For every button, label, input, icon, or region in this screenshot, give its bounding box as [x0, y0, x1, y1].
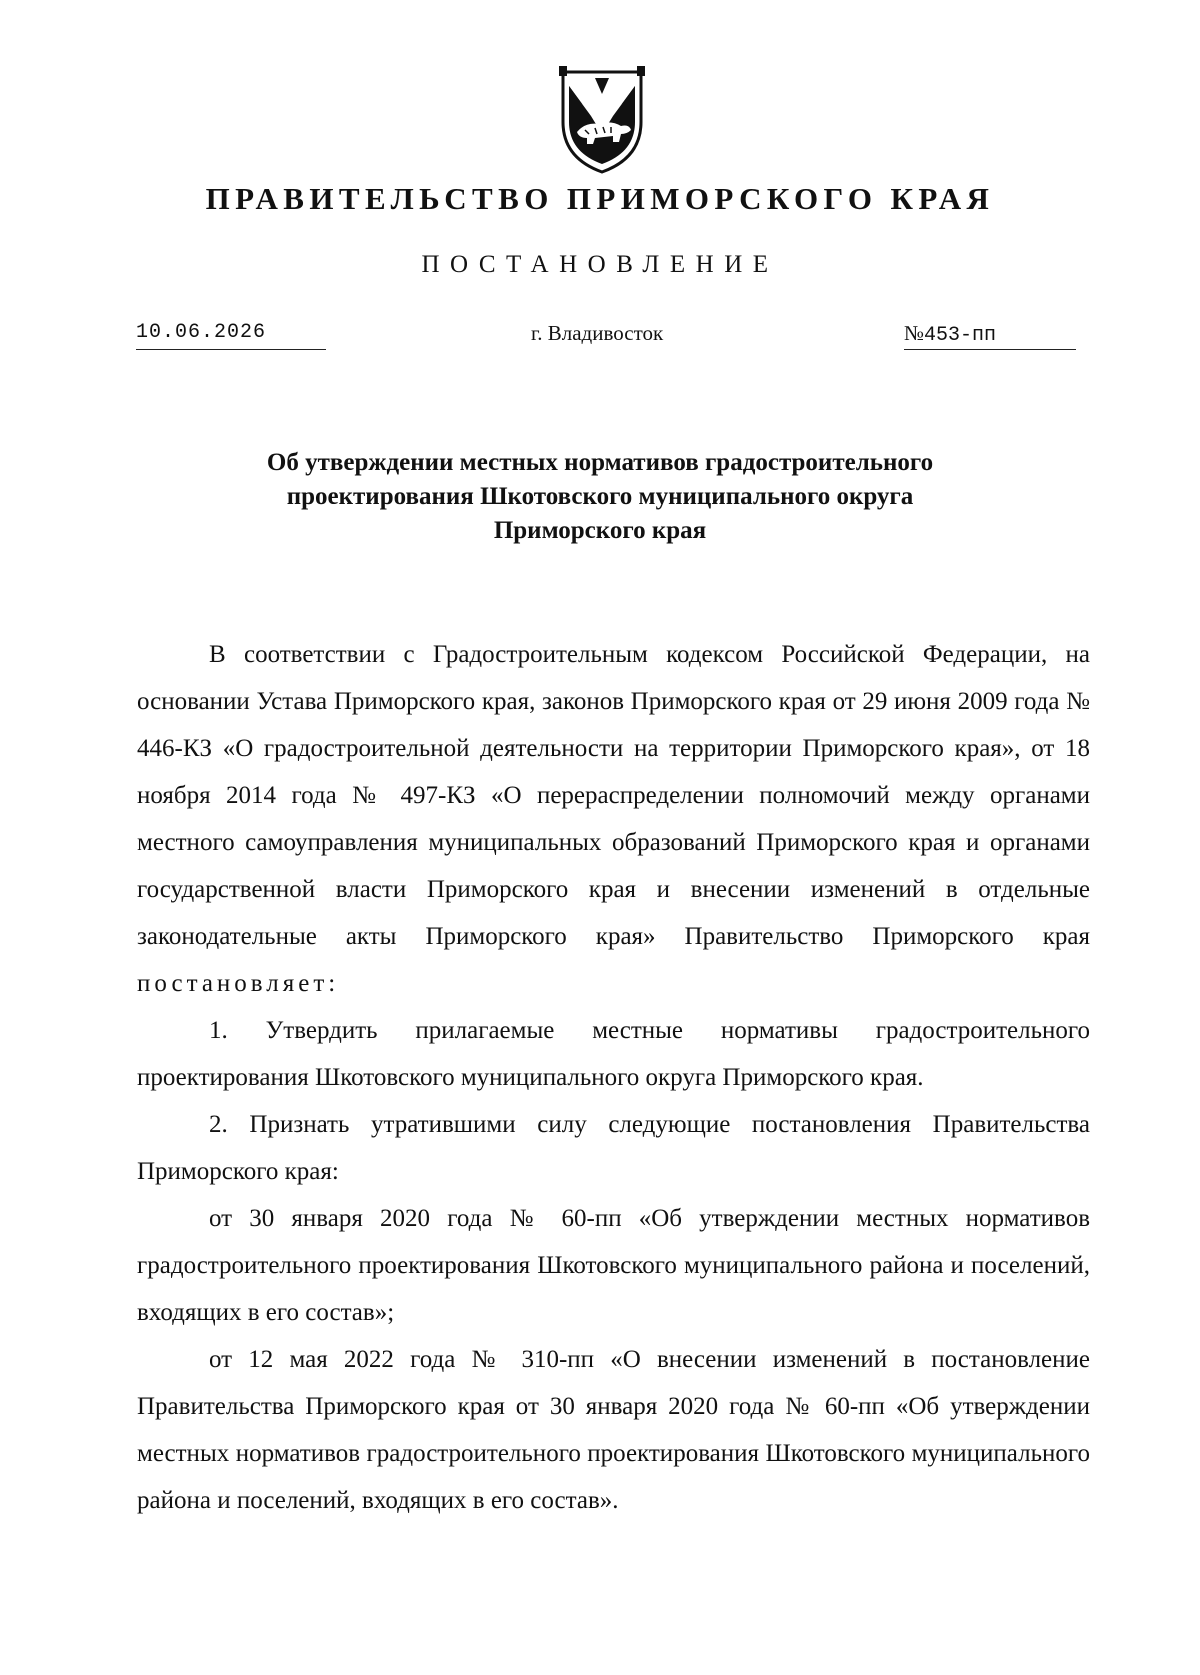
document-body — [137, 631, 1090, 1524]
subject-line: Об утверждении местных нормативов градостроительного — [266, 449, 934, 476]
subject-line: проектирования Шкотовского муниципального округа — [286, 483, 914, 510]
item-2: 2. Признать утратившими силу следующие постановления Правительства Приморского края: — [137, 1111, 1090, 1185]
document-subject — [150, 446, 1050, 548]
resolves-word: постановляет: — [137, 970, 340, 997]
preamble-text: В соответствии с Градостроительным кодексом Российской Федерации, на основании Устава Приморского края, законов Приморского края от 29 июня 2009 года № 446-КЗ «О градостроительной деятельности на территории Приморского края», от 18 ноября 2014 года № 497-КЗ «О перераспределении полномочий между органами местного самоуправления муниципальных образований Приморского края и органами государственной власти Приморского края и внесении изменений в отдельные законодательные акты Приморского края» Правительство Приморского края — [137, 641, 1090, 950]
document-number — [904, 321, 1076, 350]
coat-of-arms-emblem — [555, 64, 649, 176]
preamble-paragraph — [137, 631, 1090, 1007]
government-title: ПРАВИТЕЛЬСТВО ПРИМОРСКОГО КРАЯ — [205, 181, 995, 216]
subject-line: Приморского края — [493, 517, 707, 544]
document-date: 10.06.2026 — [136, 321, 326, 350]
number-sign: № — [904, 321, 925, 345]
item-2-b: от 12 мая 2022 года № 310-пп «О внесении изменений в постановление Правительства Приморского края от 30 января 2020 года № 60-пп «Об утверждении местных нормативов градостроительного проектирования Шкотовского муниципального района и поселений, входящих в его состав». — [137, 1346, 1090, 1514]
item-1: 1. Утвердить прилагаемые местные нормативы градостроительного проектирования Шкотовского муниципального округа Приморского края. — [137, 1017, 1090, 1091]
number-value: 453-пп — [924, 324, 997, 347]
document-city: г. Владивосток — [531, 321, 664, 345]
item-2-a: от 30 января 2020 года № 60-пп «Об утверждении местных нормативов градостроительного проектирования Шкотовского муниципального района и поселений, входящих в его состав»; — [137, 1205, 1090, 1326]
document-type: ПОСТАНОВЛЕНИЕ — [421, 251, 779, 278]
